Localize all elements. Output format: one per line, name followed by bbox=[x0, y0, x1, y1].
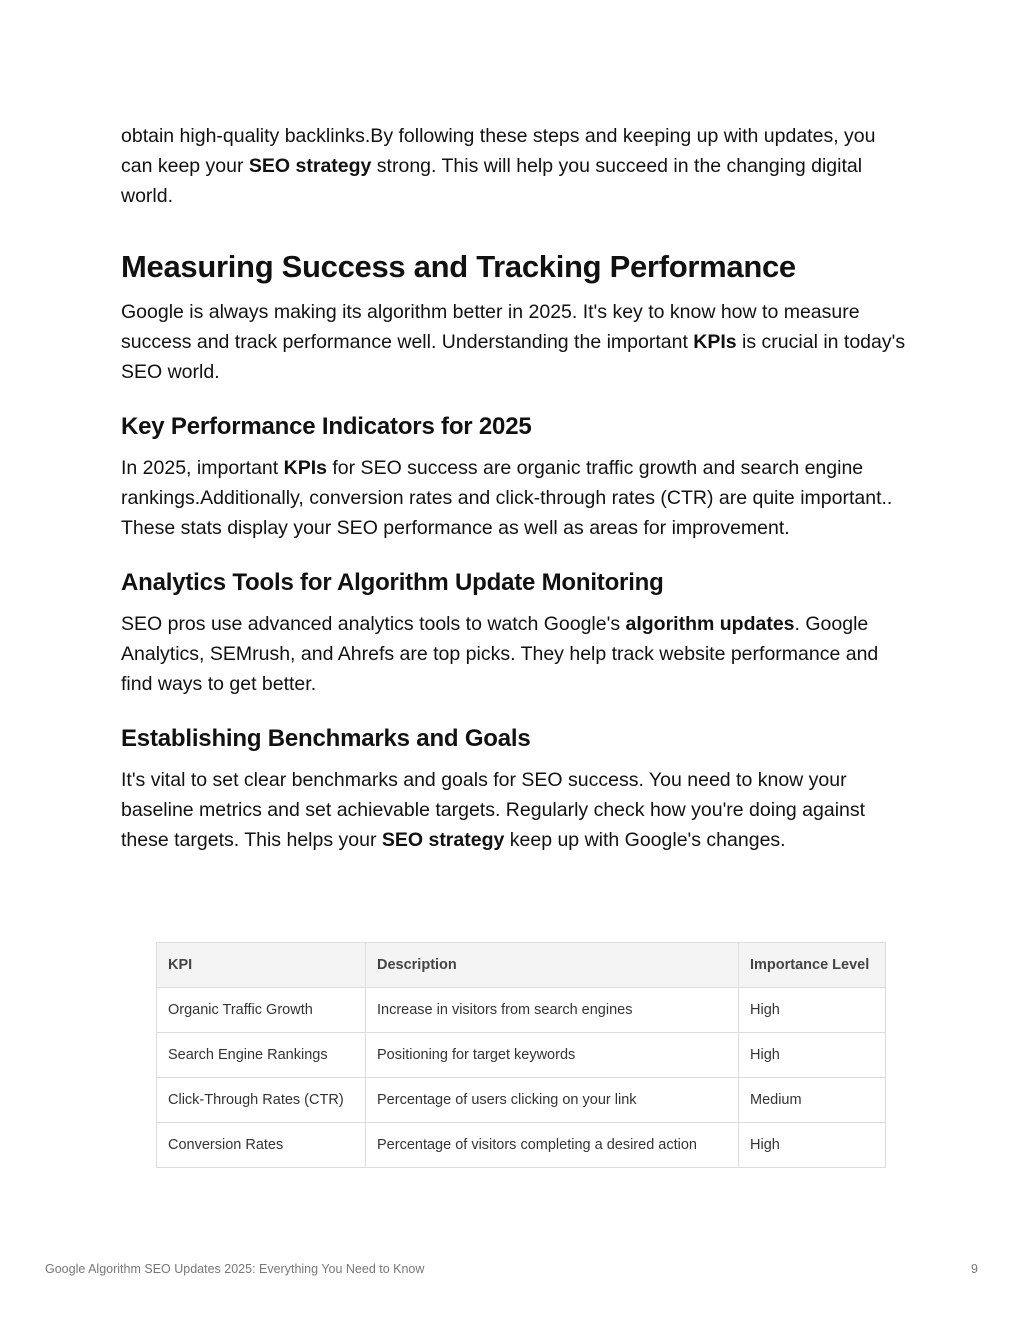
measuring-text-end: is crucial in today's SEO world. bbox=[121, 331, 906, 383]
benchmarks-text-end: keep up with Google's changes. bbox=[504, 829, 786, 851]
column-header-importance: Importance Level bbox=[739, 943, 886, 988]
column-header-kpi: KPI bbox=[157, 943, 366, 988]
table-cell-kpi: Click-Through Rates (CTR) bbox=[157, 1078, 366, 1123]
intro-text-end: strong. This will help you succeed in the changing digital world. bbox=[121, 155, 863, 207]
table-header-row bbox=[157, 943, 886, 988]
table-cell-importance: Medium bbox=[739, 1078, 886, 1123]
measuring-emphasis: KPIs bbox=[693, 331, 737, 353]
measuring-text: Google is always making its algorithm better in 2025. It's key to know how to measure success and track performance well. Understanding the important bbox=[121, 301, 860, 353]
subheading-kpis: Key Performance Indicators for 2025 bbox=[121, 413, 532, 440]
analytics-paragraph bbox=[121, 609, 911, 699]
kpi-paragraph bbox=[121, 453, 911, 543]
intro-paragraph bbox=[121, 121, 911, 211]
footer-page-number: 9 bbox=[971, 1262, 978, 1276]
table-row bbox=[157, 1033, 886, 1078]
analytics-text: SEO pros use advanced analytics tools to watch Google's bbox=[121, 613, 626, 635]
subheading-analytics-tools: Analytics Tools for Algorithm Update Monitoring bbox=[121, 569, 664, 596]
intro-text: obtain high-quality backlinks.By following these steps and keeping up with updates, you can keep your bbox=[121, 125, 876, 177]
table-row bbox=[157, 988, 886, 1033]
table-cell-description: Positioning for target keywords bbox=[366, 1033, 739, 1078]
table-cell-description: Percentage of users clicking on your link bbox=[366, 1078, 739, 1123]
kpi-emphasis: KPIs bbox=[283, 457, 327, 479]
table-row bbox=[157, 1078, 886, 1123]
subheading-benchmarks: Establishing Benchmarks and Goals bbox=[121, 725, 531, 752]
table-cell-importance: High bbox=[739, 988, 886, 1033]
table-cell-importance: High bbox=[739, 1033, 886, 1078]
analytics-text-end: . Google Analytics, SEMrush, and Ahrefs are top picks. They help track website performance and find ways to get better. bbox=[121, 613, 879, 695]
table-row bbox=[157, 1123, 886, 1168]
analytics-emphasis: algorithm updates bbox=[625, 613, 795, 635]
table-cell-description: Increase in visitors from search engines bbox=[366, 988, 739, 1033]
intro-emphasis: SEO strategy bbox=[248, 155, 372, 177]
benchmarks-paragraph bbox=[121, 765, 911, 855]
benchmarks-emphasis: SEO strategy bbox=[381, 829, 505, 851]
table-cell-description: Percentage of visitors completing a desired action bbox=[366, 1123, 739, 1168]
kpi-table bbox=[156, 942, 886, 1168]
table-cell-importance: High bbox=[739, 1123, 886, 1168]
measuring-paragraph bbox=[121, 297, 911, 387]
section-heading-measuring: Measuring Success and Tracking Performance bbox=[121, 249, 796, 284]
footer-document-title: Google Algorithm SEO Updates 2025: Everything You Need to Know bbox=[45, 1262, 425, 1276]
column-header-description: Description bbox=[366, 943, 739, 988]
table-cell-kpi: Organic Traffic Growth bbox=[157, 988, 366, 1033]
table-cell-kpi: Conversion Rates bbox=[157, 1123, 366, 1168]
kpi-text: In 2025, important bbox=[121, 457, 284, 479]
benchmarks-text: It's vital to set clear benchmarks and goals for SEO success. You need to know your baseline metrics and set achievable targets. Regularly check how you're doing against these targets. This helps your bbox=[121, 769, 866, 851]
document-body bbox=[121, 121, 911, 855]
table-cell-kpi: Search Engine Rankings bbox=[157, 1033, 366, 1078]
kpi-text-end: for SEO success are organic traffic growth and search engine rankings.Additionally, conversion rates and click-through rates (CTR) are quite important.. These stats display your SEO performance as well as areas for improvement. bbox=[121, 457, 893, 539]
